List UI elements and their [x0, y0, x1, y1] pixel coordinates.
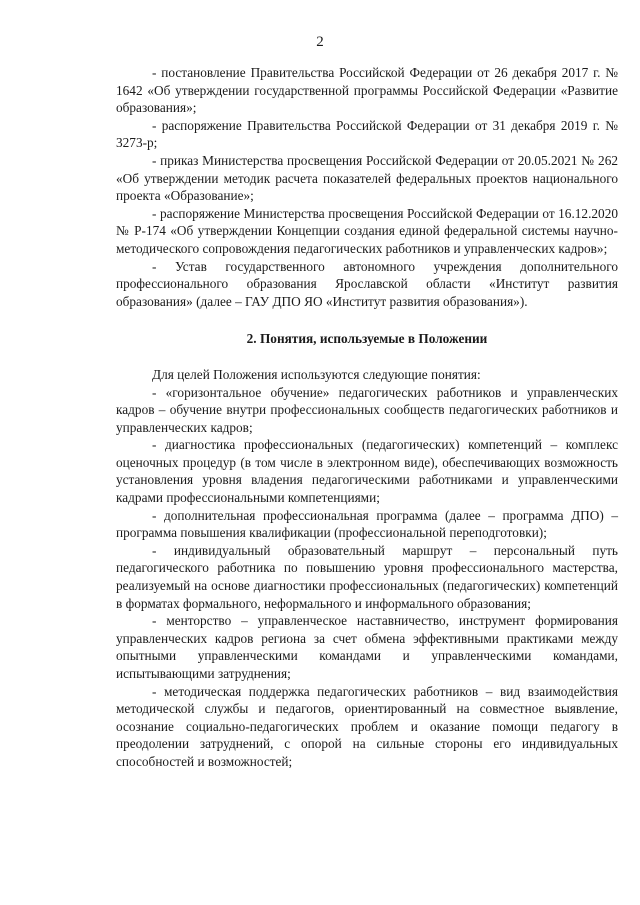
definition-item: - менторство – управленческое наставничество, инструмент формирования управленческих кадров региона за счет обмена эффективными практиками между опытными управленческими командами и управленческими командами, испытывающими затруднения;: [116, 613, 618, 681]
definition-item: - диагностика профессиональных (педагогических) компетенций – комплекс оценочных процедур (в том числе в электронном виде), обеспечивающих возможность установления уровня владения педагогическими работниками и управленческими кадрами профессиональными компетенциями;: [116, 437, 618, 506]
intro-paragraph: Для целей Положения используются следующие понятия:: [152, 366, 481, 382]
page-content: [116, 64, 618, 771]
list-item: - распоряжение Правительства Российской Федерации от 31 декабря 2019 г. № 3273-р;: [116, 117, 618, 151]
list-item: - распоряжение Министерства просвещения Российской Федерации от 16.12.2020 № Р-174 «Об утверждении Концепции создания единой федеральной системы научно-методического сопровождения педагогических работников и управленческих кадров»;: [116, 205, 618, 256]
definition-item: - дополнительная профессиональная программа (далее – программа ДПО) – программа повышения квалификации (профессиональной переподготовки);: [116, 507, 618, 541]
list-item: - постановление Правительства Российской Федерации от 26 декабря 2017 г. № 1642 «Об утверждении государственной программы Российской Федерации «Развитие образования»;: [116, 65, 618, 116]
definition-item: - методическая поддержка педагогических работников – вид взаимодействия методической службы и педагогов, ориентированный на совместное выявление, осознание социально-педагогических проблем и оказание помощи педагогу в преодолении затруднений, с опорой на сильные стороны его индивидуальных способностей и возможностей;: [116, 683, 618, 769]
page-number: 2: [316, 34, 324, 50]
section-heading: 2. Понятия, используемые в Положении: [246, 331, 488, 347]
definition-item: - индивидуальный образовательный маршрут – персональный путь педагогического работника по повышению уровня профессионального мастерства, реализуемый на основе диагностики профессиональных (педагогических) компетенций в форматах формального, неформального и информального образования;: [116, 542, 618, 611]
definition-item: - «горизонтальное обучение» педагогических работников и управленческих кадров – обучение внутри профессиональных сообществ педагогических работников и управленческих кадров;: [116, 384, 618, 435]
list-item: - приказ Министерства просвещения Российской Федерации от 20.05.2021 № 262 «Об утверждении методик расчета показателей федеральных проектов национального проекта «Образование»;: [116, 152, 618, 204]
list-item: - Устав государственного автономного учреждения дополнительного профессионального образования Ярославской области «Институт развития образования» (далее – ГАУ ДПО ЯО «Институт развития образования»).: [116, 258, 618, 309]
